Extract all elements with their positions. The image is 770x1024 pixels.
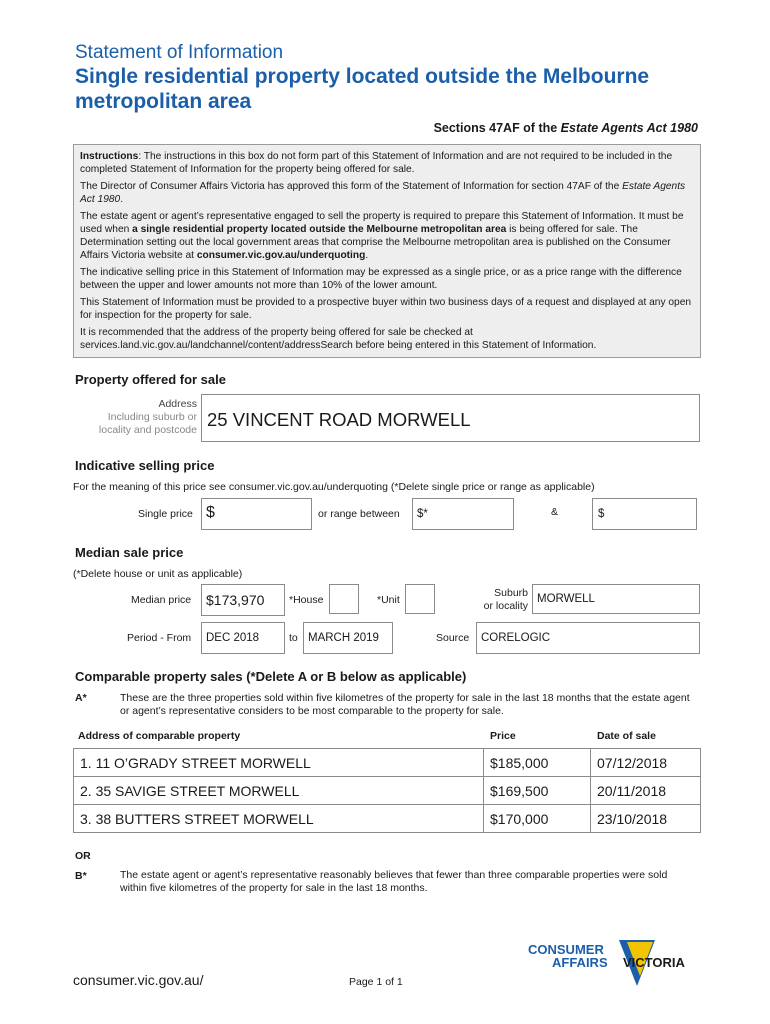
range-low-field[interactable]: $* bbox=[412, 498, 514, 530]
median-note: (*Delete house or unit as applicable) bbox=[73, 568, 243, 580]
comparable-date-cell[interactable]: 07/12/2018 bbox=[591, 749, 701, 777]
comparable-date-cell[interactable]: 20/11/2018 bbox=[591, 777, 701, 805]
option-a-label: A* bbox=[75, 692, 87, 704]
suburb-field[interactable]: MORWELL bbox=[532, 584, 700, 614]
logo-line-consumer: CONSUMER bbox=[528, 942, 604, 957]
comparable-address-cell[interactable]: 3. 38 BUTTERS STREET MORWELL bbox=[74, 805, 484, 833]
col-price-header: Price bbox=[490, 730, 516, 742]
source-label: Source bbox=[436, 632, 470, 644]
house-label: *House bbox=[289, 594, 324, 606]
property-heading: Property offered for sale bbox=[75, 372, 226, 387]
page-number: Page 1 of 1 bbox=[349, 976, 403, 988]
period-label: Period - From bbox=[127, 632, 192, 644]
or-label: OR bbox=[75, 850, 91, 862]
period-to-field[interactable]: MARCH 2019 bbox=[303, 622, 393, 654]
table-row bbox=[74, 749, 701, 777]
suburb-label: Suburb or locality bbox=[483, 587, 528, 612]
form-title: Single residential property located outside the Melbourne metropolitan area bbox=[75, 65, 650, 113]
comparable-price-cell[interactable]: $169,500 bbox=[484, 777, 591, 805]
single-price-label: Single price bbox=[138, 508, 193, 520]
comparable-date-cell[interactable]: 23/10/2018 bbox=[591, 805, 701, 833]
instructions-box bbox=[73, 144, 701, 358]
period-from-field[interactable]: DEC 2018 bbox=[201, 622, 285, 654]
house-checkbox[interactable] bbox=[329, 584, 359, 614]
range-and-symbol: & bbox=[551, 506, 559, 518]
unit-checkbox[interactable] bbox=[405, 584, 435, 614]
comparable-heading: Comparable property sales (*Delete A or B below as applicable) bbox=[75, 669, 467, 684]
address-label: Address Including suburb or locality and postcode bbox=[98, 398, 197, 436]
median-price-field[interactable]: $173,970 bbox=[201, 584, 285, 616]
to-label: to bbox=[289, 632, 298, 644]
indicative-heading: Indicative selling price bbox=[75, 458, 215, 473]
col-date-header: Date of sale bbox=[597, 730, 656, 742]
instructions-p4: The indicative selling price in this Statement of Information may be expressed as a single price, or as a price range with the difference between the upper and lower amounts not more than 10% of the lower amount. bbox=[80, 267, 682, 291]
comparable-price-cell[interactable]: $185,000 bbox=[484, 749, 591, 777]
footer-url[interactable]: consumer.vic.gov.au/ bbox=[73, 972, 204, 988]
consumer-affairs-victoria-logo bbox=[528, 940, 703, 988]
comparable-address-cell[interactable]: 1. 11 O’GRADY STREET MORWELL bbox=[74, 749, 484, 777]
instructions-p3: The estate agent or agent’s representative engaged to sell the property is required to prepare this Statement of Information. It must be used when a single residential property located outside the Melbourne metropolitan area is being offered for sale. The Determination setting out the local government areas that comprise the Melbourne metropolitan area is published on the Consumer Affairs Victoria website at consumer.vic.gov.au/underquoting. bbox=[80, 211, 684, 261]
instructions-p6: It is recommended that the address of the property being offered for sale be checked at services.land.vic.gov.au/landchannel/content/addressSearch before being entered in this Statement of Information. bbox=[80, 327, 597, 351]
sections-reference: Sections 47AF of the Estate Agents Act 1980 bbox=[433, 121, 698, 135]
range-high-field[interactable]: $ bbox=[592, 498, 697, 530]
option-b-text: The estate agent or agent’s representative reasonably believes that fewer than three comparable properties were sold within five kilometres of the property for sale in the last 18 months. bbox=[120, 869, 668, 894]
logo-line-affairs: AFFAIRS bbox=[552, 955, 608, 970]
table-row bbox=[74, 777, 701, 805]
underquoting-link[interactable]: consumer.vic.gov.au/underquoting bbox=[196, 250, 366, 261]
indicative-note: For the meaning of this price see consumer.vic.gov.au/underquoting (*Delete single price or range as applicable) bbox=[73, 481, 595, 493]
median-price-label: Median price bbox=[131, 594, 192, 606]
option-b-label: B* bbox=[75, 870, 87, 882]
comparable-table bbox=[73, 748, 701, 833]
instructions-p2: The Director of Consumer Affairs Victoria has approved this form of the Statement of Information for section 47AF of the Estate Agents Act 1980. bbox=[80, 181, 686, 205]
option-a-text: These are the three properties sold within five kilometres of the property for sale in the last 18 months that the estate agent or agent’s representative considers to be most comparable to the property for sale. bbox=[120, 692, 690, 717]
single-price-field[interactable]: $ bbox=[201, 498, 312, 530]
table-row bbox=[74, 805, 701, 833]
range-label: or range between bbox=[318, 508, 400, 520]
address-field[interactable]: 25 VINCENT ROAD MORWELL bbox=[201, 394, 700, 442]
comparable-address-cell[interactable]: 2. 35 SAVIGE STREET MORWELL bbox=[74, 777, 484, 805]
logo-line-victoria: VICTORIA bbox=[623, 955, 685, 970]
form-subtitle: Statement of Information bbox=[75, 42, 284, 63]
unit-label: *Unit bbox=[377, 594, 400, 606]
source-field[interactable]: CORELOGIC bbox=[476, 622, 700, 654]
median-heading: Median sale price bbox=[75, 545, 184, 560]
comparable-price-cell[interactable]: $170,000 bbox=[484, 805, 591, 833]
instructions-p5: This Statement of Information must be provided to a prospective buyer within two business days of a request and displayed at any open for inspection for the property for sale. bbox=[80, 297, 692, 321]
col-address-header: Address of comparable property bbox=[78, 730, 241, 742]
instructions-p1: Instructions: The instructions in this box do not form part of this Statement of Information and are not required to be included in the completed Statement of Information for the property being offered for sale. bbox=[80, 151, 673, 175]
